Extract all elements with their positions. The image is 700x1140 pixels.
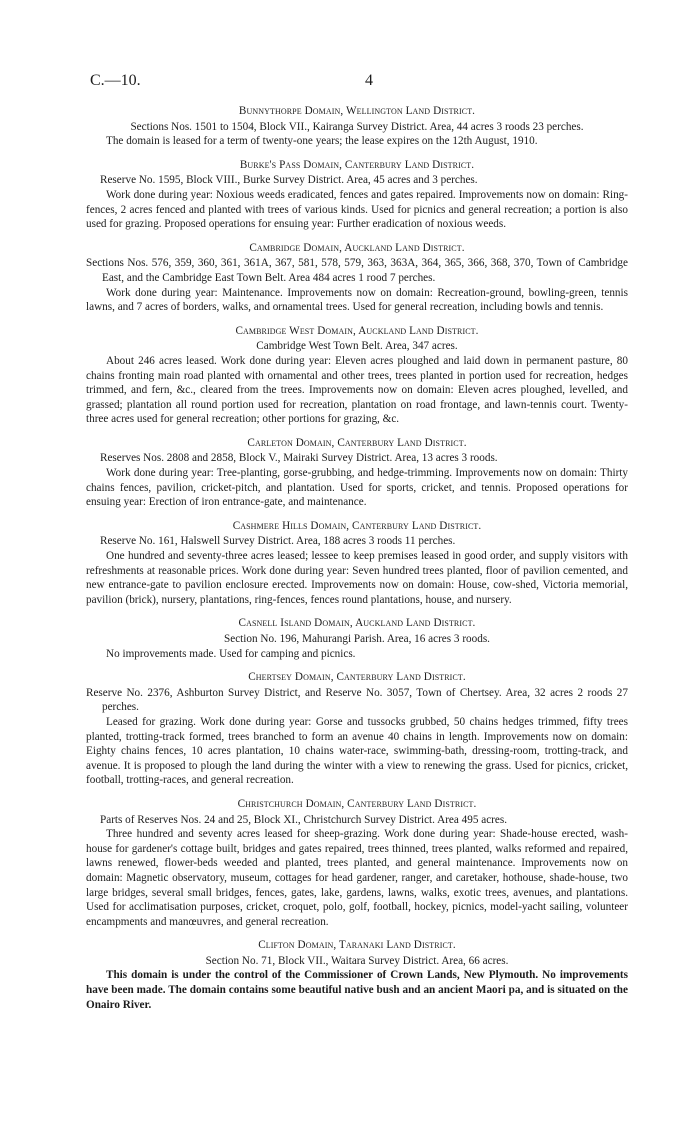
domain-title: Cambridge West Domain, Auckland Land District. [235,324,479,337]
domain-title: Carleton Domain, Canterbury Land District. [247,436,467,449]
domain-title: Clifton Domain, Taranaki Land District. [258,939,456,952]
reserve-description: Reserve No. 161, Halswell Survey District. Area, 188 acres 3 roods 11 perches. [100,535,456,548]
domain-paragraph: About 246 acres leased. Work done during year: Eleven acres ploughed and laid down in permanent pasture, 80 chains fronting main road planted with ornamental and other trees, trees planted in portion used for recreation, hedges trimmed, and fern, &c., cleared from the trees. Improvements now on domain: Eleven acres ploughed, levelled, and grassed; plantation all round portion used for recreation, plantation on road frontage, and lawn-tennis court. Twenty-three acres used for general recreation; other portions for grazing, &c. [86,354,628,426]
reserve-description: Section No. 196, Mahurangi Parish. Area, 16 acres 3 roods. [224,633,490,645]
reserve-description: Section No. 71, Block VII., Waitara Survey District. Area, 66 acres. [205,954,509,967]
domain-entry [86,104,628,149]
reserve-description: Cambridge West Town Belt. Area, 347 acres. [256,340,458,353]
domain-title: Christchurch Domain, Canterbury Land District. [237,797,477,810]
reserve-description: Sections Nos. 576, 359, 360, 361, 361A, 367, 581, 578, 579, 363, 363A, 364, 365, 366, 368, 370, Town of Cambridge East, and the Cambridge East Town Belt. Area 484 acres 1 rood 7 perches. [86,257,628,284]
reserve-description: Reserves Nos. 2808 and 2858, Block V., Mairaki Survey District. Area, 13 acres 3 roods. [100,452,498,465]
domain-entry [86,797,628,929]
domain-paragraph: One hundred and seventy-three acres leased; lessee to keep premises leased in good order, and supply visitors with refreshments at reasonable prices. Work done during year: Seven hundred trees planted, floor of pavilion cemented, and new entrance-gate to pavilion enclosure erected. Improvements now on domain: House, cow-shed, Victoria memorial, pavilion (brick), nursery, plantations, ring-fences, fences round plantations, house, and nursery. [86,550,628,606]
domain-paragraph: Three hundred and seventy acres leased for sheep-grazing. Work done during year: Shade-house erected, wash-house for gardener's cottage built, bridges and gates repaired, trees thinned, trees planted, walks reformed and repaired, lawns renewed, flower-beds weeded and planted, trees planted, and general maintenance. Improvements now on domain: Magnetic observatory, museum, cottages for head gardener, ranger, and caretaker, hothouse, shade-house, two large bridges, several small bridges, fences, gates, lake, gardens, lawns, walks, exotic trees, avenues, and plantations. Used for acclimatisation purposes, cricket, croquet, polo, golf, football, hockey, picnics, model-yacht sailing, volunteer encampments and manœuvres, and general recreation. [86,828,628,928]
domain-title: Chertsey Domain, Canterbury Land District. [248,671,466,684]
document-body [86,104,628,1021]
domain-paragraph: Work done during year: Noxious weeds eradicated, fences and gates repaired. Improvements now on domain: Ring-fences, 2 acres fenced and planted with trees of various kinds. Used for picnics and general recreation; a portion is also used for grazing. Proposed operations for ensuing year: Further eradication of noxious weeds. [86,188,628,231]
domain-title: Casnell Island Domain, Auckland Land District. [238,617,476,630]
domain-entry [86,519,628,608]
domain-paragraph: No improvements made. Used for camping and picnics. [106,647,356,660]
domain-paragraph: Leased for grazing. Work done during year: Gorse and tussocks grubbed, 50 chains hedges trimmed, fifty trees planted, trotting-track formed, trees branched to form an avenue 40 chains in length. Improvements now on domain: Eighty chains fences, 10 acres plantation, 10 chains water-race, swimming-bath, dressing-room, trotting-track, and avenue. It is proposed to plough the land during the winter with a view to renewing the grass. Used for picnics, cricket, football, trotting-races, and general recreation. [86,715,628,787]
domain-title: Bunnythorpe Domain, Wellington Land District. [238,105,476,117]
domain-entry [86,938,628,1012]
domain-title: Burke's Pass Domain, Canterbury Land District. [239,158,475,171]
domain-paragraph: The domain is leased for a term of twenty-one years; the lease expires on the 12th August, 1910. [106,135,538,148]
domain-entry [86,241,628,315]
domain-title: Cashmere Hills Domain, Canterbury Land District. [232,519,482,532]
domain-entry [86,616,628,661]
reserve-description: Sections Nos. 1501 to 1504, Block VII., Kairanga Survey District. Area, 44 acres 3 roods 23 perches. [130,120,584,133]
reserve-description: Reserve No. 1595, Block VIII., Burke Survey District. Area, 45 acres and 3 perches. [100,174,478,187]
page-header [90,74,620,94]
reserve-description: Reserve No. 2376, Ashburton Survey District, and Reserve No. 3057, Town of Chertsey. Area, 32 acres 2 roods 27 perches. [86,686,628,714]
domain-title: Cambridge Domain, Auckland Land District. [249,241,465,254]
domain-paragraph: Work done during year: Maintenance. Improvements now on domain: Recreation-ground, bowling-green, tennis lawns, and 7 acres of borders, walks, and ornamental trees. Used for general recreation, including bowls and tennis. [86,286,628,314]
page-number: 4 [365,72,373,89]
domain-entry [86,436,628,510]
report-code: C.—10. [90,72,141,89]
domain-entry [86,324,628,427]
domain-paragraph: Work done during year: Tree-planting, gorse-grubbing, and hedge-trimming. Improvements now on domain: Thirty chains fences, pavilion, cricket-pitch, and plantation. Used for sports, cricket, and tennis. Proposed operations for ensuing year: Erection of iron entrance-gate, and maintenance. [86,467,628,509]
domain-entry [86,158,628,232]
domain-paragraph: This domain is under the control of the Commissioner of Crown Lands, New Plymouth. No improvements have been made. The domain contains some beautiful native bush and an ancient Maori pa, and is situated on the Onairo River. [86,969,628,1011]
reserve-description: Parts of Reserves Nos. 24 and 25, Block XI., Christchurch Survey District. Area 495 acres. [100,813,508,826]
domain-entry [86,670,628,788]
